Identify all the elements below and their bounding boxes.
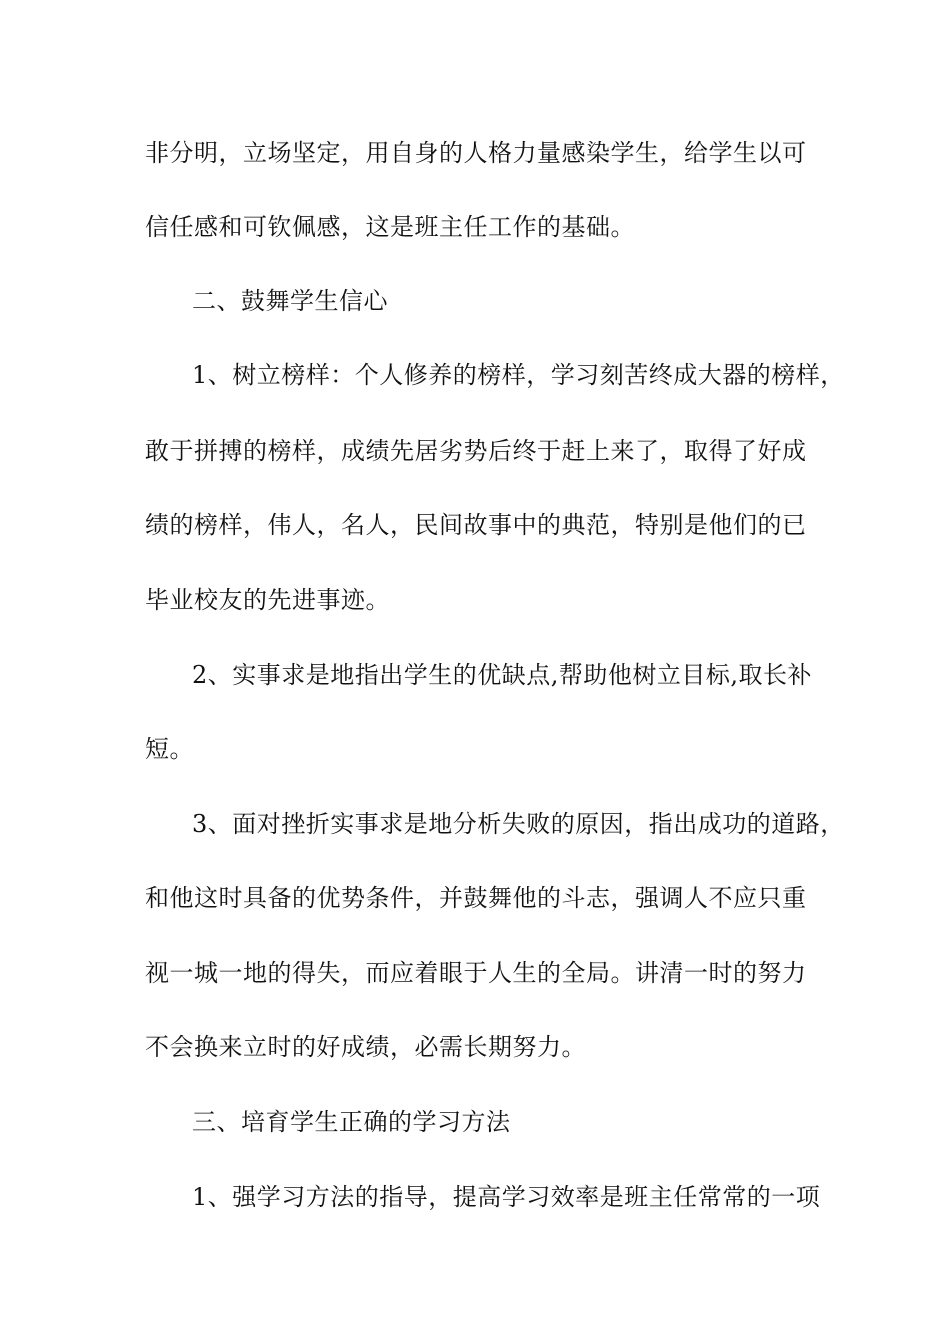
paragraph-start: 1、强学习方法的指导，提高学习效率是班主任常常的一项: [192, 1183, 821, 1211]
text-line: 信任感和可钦佩感，这是班主任工作的基础。: [145, 213, 635, 241]
text-line: 短。: [145, 735, 194, 763]
paragraph-start: 1、树立榜样：个人修养的榜样，学习刻苦终成大器的榜样，: [192, 361, 845, 389]
text-line: 视一城一地的得失，而应着眼于人生的全局。讲清一时的努力: [145, 959, 807, 987]
paragraph-start: 2、实事求是地指出学生的优缺点,帮助他树立目标,取长补: [192, 661, 813, 689]
text-line: 不会换来立时的好成绩，必需长期努力。: [145, 1033, 586, 1061]
text-line: 敢于拼搏的榜样，成绩先居劣势后终于赶上来了，取得了好成: [145, 437, 807, 465]
text-line: 和他这时具备的优势条件，并鼓舞他的斗志，强调人不应只重: [145, 884, 807, 912]
text-line: 非分明，立场坚定，用自身的人格力量感染学生，给学生以可: [145, 139, 807, 167]
text-line: 绩的榜样，伟人，名人，民间故事中的典范，特别是他们的已: [145, 511, 807, 539]
section-heading: 二、鼓舞学生信心: [192, 287, 388, 315]
text-line: 毕业校友的先进事迹。: [145, 586, 390, 614]
section-heading: 三、培育学生正确的学习方法: [192, 1108, 511, 1136]
paragraph-start: 3、面对挫折实事求是地分析失败的原因，指出成功的道路，: [192, 810, 845, 838]
